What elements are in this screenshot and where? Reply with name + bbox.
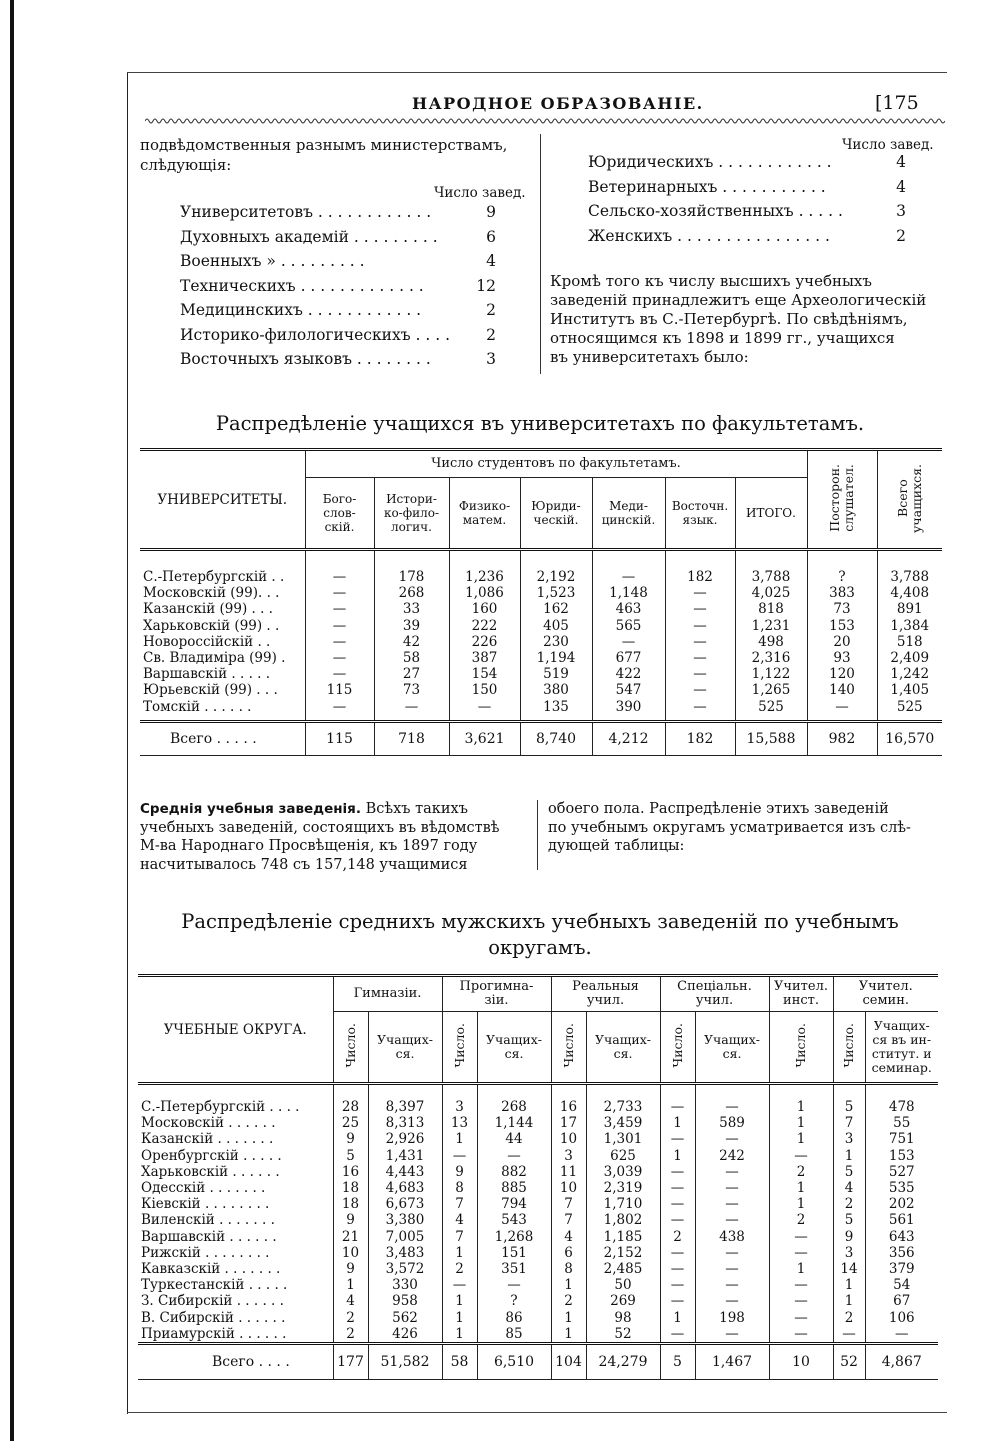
total-value: 718 [374,722,449,756]
right-list-row [588,175,906,200]
district-column: — 1 — 1 — — — — 2 — — — — 1 — [660,1084,695,1344]
count-subheader [551,1012,586,1084]
mid-left-text [140,800,532,874]
count-subheader-text: Число. [342,1023,358,1068]
faculty-header: Бого- слов- скій. [305,478,374,550]
total-label: Всего . . . . . [170,731,257,747]
left-list-label: Университетовъ . . . . . . . . . . . . [180,203,432,221]
right-list-count: 3 [896,202,906,220]
district-column: 8,397 8,313 2,926 1,431 4,443 4,683 6,673 3,380 7,005 3,483 3,572 330 958 562 426 [368,1084,442,1344]
students-subheader: Учащих- ся въ ин- ститут. и семинар. [865,1012,938,1084]
total-value: 4,867 [865,1344,938,1380]
count-subheader [442,1012,477,1084]
right-para-line: заведеній принадлежитъ еще Археологическій [550,291,927,309]
total-value: 115 [305,722,374,756]
left-list-count: 9 [486,203,496,221]
col-universities: УНИВЕРСИТЕТЫ. [140,450,305,550]
total-value: 24,279 [586,1344,660,1380]
left-list-label: Духовныхъ академій . . . . . . . . . [180,227,438,246]
district-column: 16 17 10 3 11 10 7 7 4 6 8 1 2 1 1 [551,1084,586,1344]
left-list-label: Медицинскихъ . . . . . . . . . . . . [180,301,422,319]
students-subheader: Учащих- ся. [368,1012,442,1084]
right-list-count: 4 [896,177,906,196]
right-list-row [588,224,906,249]
right-para-line: въ университетахъ было: [550,348,749,366]
table2-title-line1: Распредѣленіе среднихъ мужскихъ учебныхъ заведеній по учебнымъ [181,910,899,933]
right-list-label: Ветеринарныхъ . . . . . . . . . . . [588,177,826,196]
count-label-right: Число завед. [842,137,934,153]
table1-title: Распредѣленіе учащихся въ университетахъ по факультетамъ. [215,412,865,435]
district-column: 2,733 3,459 1,301 625 3,039 2,319 1,710 1,802 1,185 2,152 2,485 50 269 98 52 [586,1084,660,1344]
group-students: Число студентовъ по факультетамъ. [305,450,807,478]
right-list-label: Сельско-хозяйственныхъ . . . . . [588,202,843,220]
left-list-row [180,249,496,274]
left-list-label: Техническихъ . . . . . . . . . . . . . [180,276,424,295]
intro-line-2: слѣдующія: [140,156,232,174]
left-list-row [180,347,496,372]
left-institution-list [180,200,496,372]
mid-right-text [548,800,911,856]
column-divider [540,134,541,374]
bottom-rule [127,1412,947,1413]
mid-right-line: по учебнымъ округамъ усматривается изъ слѣ- [548,819,911,836]
school-type-header: Гимназіи. [333,976,442,1012]
mid-left-line: учебныхъ заведеній, состоящихъ въ вѣдомствѣ [140,819,500,836]
district-names: С.-Петербургскій . . . . Московскій . . . . . . Казанскій . . . . . . . Оренбургскій . . . . . Харьковскій . . . . . . Одесскій . . . . . . . Кіевскій . . . . . . . . Виленскій . . . . . . . Варшавскій . . . . . . Рижскій . . . . . . . . Кавказскій . . . . . . . Туркестанскій . . . . . З. Сибирскій . . . . . . В. Сибирскій . . . . . . Приамурскій . . . . . . [141,1099,300,1342]
total-value: 5 [660,1344,695,1380]
district-column: 478 55 751 153 527 535 202 561 643 356 379 54 67 106 — [865,1084,938,1344]
total-value: 58 [442,1344,477,1380]
header-rule [127,72,947,73]
total-label: Всего . . . . [212,1354,290,1371]
mid-right-line: обоего пола. Распредѣленіе этихъ заведеній [548,801,889,817]
right-para-line: Кромѣ того къ числу высшихъ учебныхъ [550,272,872,290]
district-column: 1 1 1 — 2 1 1 2 — — 1 — — — — [769,1084,833,1344]
col-total-students: Всего учащихся. [877,450,942,550]
university-column: 182 — — — — — — — — [665,550,735,722]
district-column: 3 13 1 — 9 8 7 4 7 1 2 — 1 1 1 [442,1084,477,1344]
school-type-header: Спеціальн. учил. [660,976,769,1012]
district-column: — 589 — 242 — — — — 438 — — — — 198 — [695,1084,769,1344]
col-outside-listeners: Посторон. слушател. [807,450,877,550]
page-number: [175 [875,92,919,114]
right-institution-list [588,150,906,248]
total-value: 6,510 [477,1344,551,1380]
right-list-label: Женскихъ . . . . . . . . . . . . . . . . [588,226,830,245]
total-value: 1,467 [695,1344,769,1380]
total-value: 52 [833,1344,865,1380]
school-type-header: Реальныя учил. [551,976,660,1012]
left-list-row [180,200,496,225]
students-subheader: Учащих- ся. [586,1012,660,1084]
university-column: 2,192 1,523 162 405 230 1,194 519 380 135 [520,550,592,722]
total-value: 10 [769,1344,833,1380]
total-value: 3,621 [449,722,520,756]
right-paragraph [550,272,926,367]
count-subheader-text: Число. [560,1023,576,1068]
mid-bold-heading: Среднія учебныя заведенія. [140,801,361,817]
count-label-left: Число завед. [434,185,526,201]
total-value: 177 [333,1344,368,1380]
districts-table [138,974,938,1380]
count-subheader [660,1012,695,1084]
mid-left-first: Всѣхъ такихъ [360,801,468,817]
district-column: 268 1,144 44 — 882 885 794 543 1,268 151 351 — ? 86 85 [477,1084,551,1344]
right-list-count: 2 [896,226,906,245]
left-list-row [180,298,496,323]
university-column: 1,236 1,086 160 222 226 387 154 150 — [449,550,520,722]
right-list-row [588,199,906,224]
count-subheader-text: Число. [669,1023,685,1068]
university-names: С.-Петербургскій . . Московскій (99). . . Казанскій (99) . . . Харьковскій (99) . . Новороссійскій . . Св. Владиміра (99) . Варшавскій . . . . . Юрьевскій (99) . . . Томскій . . . . . . [143,569,286,715]
universities-table [140,448,942,756]
school-type-header: Учител. инст. [769,976,833,1012]
school-type-header: Прогимна- зіи. [442,976,551,1012]
students-subheader: Учащих- ся. [477,1012,551,1084]
total-value: 51,582 [368,1344,442,1380]
mid-left-line: насчитывалось 748 съ 157,148 учащимися [140,856,468,873]
right-list-row [588,150,906,175]
left-list-count: 6 [486,227,496,246]
district-column: 28 25 9 5 16 18 18 9 21 10 9 1 4 2 2 [333,1084,368,1344]
left-list-count: 3 [486,350,496,368]
right-para-line: относящимся къ 1898 и 1899 гг., учащихся [550,329,895,347]
faculty-header: Восточн. язык. [665,478,735,550]
wavy-rule [145,116,945,126]
intro-line-1: подвѣдомственныя разнымъ министерствамъ, [140,136,508,154]
left-list-count: 4 [486,252,496,270]
left-list-count: 12 [476,276,496,295]
university-column: — 1,148 463 565 — 677 422 547 390 [592,550,665,722]
left-list-count: 2 [486,325,496,344]
district-column: 5 7 3 1 5 4 2 5 9 3 14 1 1 2 — [833,1084,865,1344]
university-column: ? 383 73 153 20 93 120 140 — [807,550,877,722]
mid-divider [537,800,538,870]
school-type-header: Учител. семин. [833,976,938,1012]
count-subheader [769,1012,833,1084]
count-subheader-text: Число. [841,1023,856,1068]
total-value: 16,570 [877,722,942,756]
total-value: 982 [807,722,877,756]
running-head: НАРОДНОЕ ОБРАЗОВАНІЕ. [412,94,704,113]
faculty-header: Юриди- ческій. [520,478,592,550]
right-list-label: Юридическихъ . . . . . . . . . . . . [588,153,832,171]
frame-left-rule [127,72,128,1414]
university-column: — — — — — — — 115 — [305,550,374,722]
left-list-row [180,225,496,250]
left-list-row [180,274,496,299]
students-subheader: Учащих- ся. [695,1012,769,1084]
count-subheader [333,1012,368,1084]
faculty-header: Истори- ко-фило- логич. [374,478,449,550]
mid-left-line: М-ва Народнаго Просвѣщенія, къ 1897 году [140,838,478,854]
faculty-header: Меди- цинскій. [592,478,665,550]
university-column: 178 268 33 39 42 58 27 73 — [374,550,449,722]
total-value: 8,740 [520,722,592,756]
total-value: 182 [665,722,735,756]
right-para-line: Институтъ въ С.-Петербургѣ. По свѣдѣніямъ, [550,310,908,328]
count-subheader [833,1012,865,1084]
university-column: 3,788 4,025 818 1,231 498 2,316 1,122 1,265 525 [735,550,807,722]
faculty-header: ИТОГО. [735,478,807,550]
total-value: 104 [551,1344,586,1380]
left-list-label: Военныхъ » . . . . . . . . . [180,252,365,270]
table2-title-line2: округамъ. [488,936,592,959]
total-value: 4,212 [592,722,665,756]
right-list-count: 4 [896,153,906,171]
page-binding-edge [10,0,14,1441]
total-value: 15,588 [735,722,807,756]
count-subheader-text: Число. [793,1023,808,1068]
col-districts: УЧЕБНЫЕ ОКРУГА. [138,976,333,1084]
left-list-row [180,323,496,348]
mid-right-line: дующей таблицы: [548,838,685,854]
university-column: 3,788 4,408 891 1,384 518 2,409 1,242 1,405 525 [877,550,942,722]
count-subheader-text: Число. [451,1023,467,1068]
faculty-header: Физико- матем. [449,478,520,550]
left-list-count: 2 [486,301,496,319]
left-list-label: Восточныхъ языковъ . . . . . . . . [180,350,431,368]
left-list-label: Историко-филологическихъ . . . . [180,325,451,344]
